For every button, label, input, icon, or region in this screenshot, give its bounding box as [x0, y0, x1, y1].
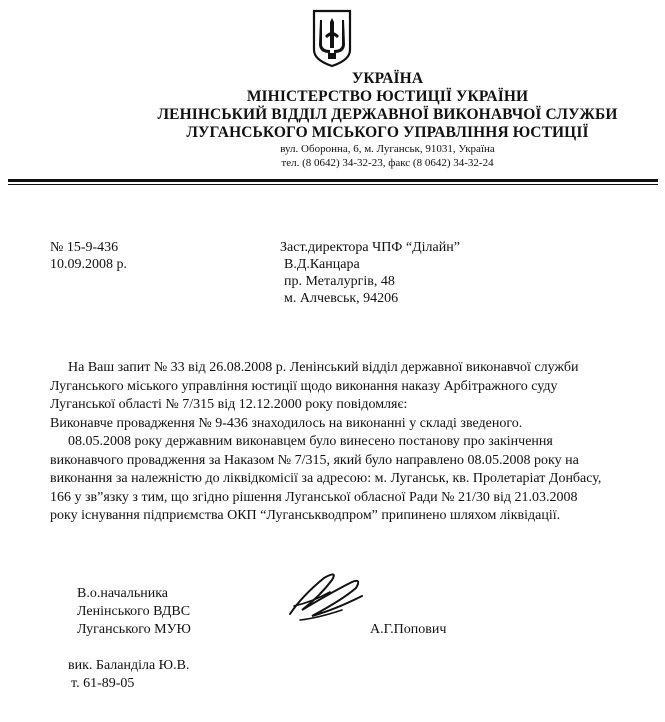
recipient-name: В.Д.Канцара — [284, 257, 360, 272]
header-divider-thin — [8, 184, 658, 185]
handwritten-signature — [272, 566, 372, 628]
recipient-block — [280, 239, 460, 307]
executor-block — [68, 657, 189, 693]
signatory-title-line2: Ленінського ВДВС — [77, 604, 191, 619]
header-phones: тел. (8 0642) 34-32-23, факс (8 0642) 34-32-24 — [281, 157, 494, 169]
header-department-line2: ЛУГАНСЬКОГО МІСЬКОГО УПРАВЛІННЯ ЮСТИЦІЇ — [186, 124, 589, 141]
recipient-city: м. Алчевськ, 94206 — [284, 291, 399, 306]
coat-of-arms-trident-icon — [311, 8, 353, 68]
body-line: Луганського міського управління юстиції щодо виконання наказу Арбітражного суду — [50, 378, 558, 394]
signatory-title-line1: В.о.начальника — [77, 586, 169, 601]
body-line: 166 у зв”язку з тим, що згідно рішення Луганської обласної Ради № 21/30 від 21.03.2008 — [50, 489, 578, 505]
signatory-title — [77, 585, 191, 639]
letter-body — [50, 360, 640, 527]
body-line: 08.05.2008 року державним виконавцем було винесено постанову про закінчення — [68, 434, 553, 449]
executor-phone: т. 61-89-05 — [71, 676, 135, 691]
recipient-position: Заст.директора ЧПФ “Ділайн” — [280, 240, 460, 255]
recipient-street: пр. Металургів, 48 — [284, 274, 395, 289]
reference-date: 10.09.2008 р. — [50, 257, 127, 272]
header-divider-thick — [8, 179, 658, 182]
header-address: вул. Оборонна, 6, м. Луганськ, 91031, Україна — [280, 143, 495, 155]
header-ministry: МІНІСТЕРСТВО ЮСТИЦІЇ УКРАЇНИ — [246, 88, 529, 105]
body-line: виконавчого провадження за Наказом № 7/315, який було направлено 08.05.2008 року на — [50, 452, 579, 468]
signatory-name: А.Г.Попович — [370, 622, 447, 637]
header-department-line1: ЛЕНІНСЬКИЙ ВІДДІЛ ДЕРЖАВНОЇ ВИКОНАВЧОЇ СЛУЖБИ — [157, 106, 618, 123]
reference-number: № 15-9-436 — [50, 240, 119, 255]
body-line: року існування підприємства ОКП “Луганськводпром” припинено шляхом ліквідації. — [50, 508, 561, 523]
executor-name: вик. Баланділа Ю.В. — [68, 658, 190, 673]
body-line: виконання за належністю до ліквідкомісії за адресою: м. Луганськ, кв. Пролетаріат Донбасу, — [50, 471, 602, 486]
body-line: Виконавче провадження № 9-436 знаходилось на виконанні у складі зведеного. — [50, 415, 523, 431]
signatory-title-line3: Луганського МУЮ — [77, 622, 191, 637]
body-line: Луганської області № 7/315 від 12.12.2000 року повідомляє: — [50, 397, 408, 412]
header-country: УКРАЇНА — [351, 70, 424, 87]
body-line: На Ваш запит № 33 від 26.08.2008 р. Ленінський відділ державної виконавчої служби — [68, 360, 579, 375]
